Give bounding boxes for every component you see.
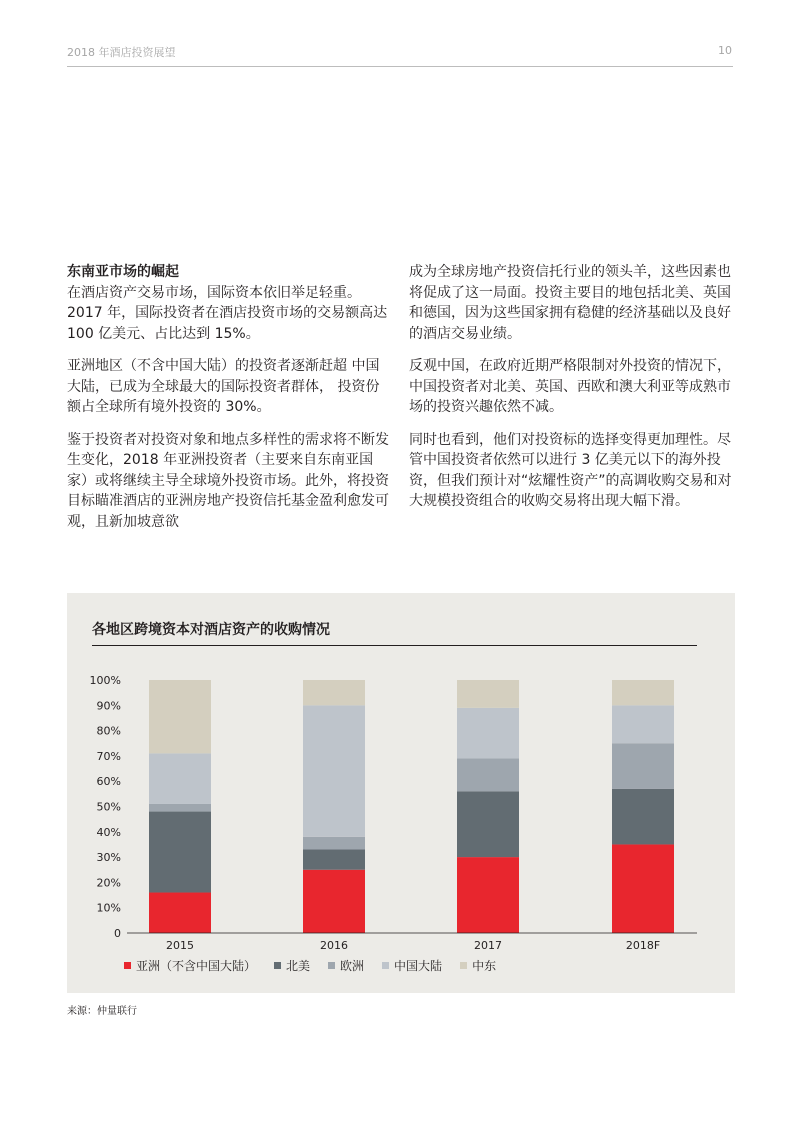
x-tick-label: 2017 xyxy=(474,939,502,952)
bar-segment-2015-2 xyxy=(149,812,211,893)
y-tick-label: 0 xyxy=(114,927,121,940)
legend-swatch xyxy=(124,962,131,969)
legend-item xyxy=(124,957,256,974)
y-tick-label: 30% xyxy=(96,851,121,865)
chart-title: 各地区跨境资本对酒店资产的收购情况 xyxy=(92,622,330,638)
source-note: 来源：仲量联行 xyxy=(67,1006,137,1017)
y-tick-label: 10% xyxy=(96,901,121,915)
x-tick-label: 2018F xyxy=(625,939,661,952)
bar-segment-2018F-4 xyxy=(612,705,674,743)
bar-segment-2018F-3 xyxy=(612,743,674,789)
bar-segment-2015-3 xyxy=(149,804,211,812)
legend-label: 中国大陆 xyxy=(394,959,443,973)
chart-legend xyxy=(124,957,496,974)
chart-panel xyxy=(67,593,735,993)
y-tick-label: 80% xyxy=(96,724,121,738)
stacked-bar-chart xyxy=(67,593,735,953)
bar-segment-2016-2 xyxy=(303,850,365,870)
legend-label: 亚洲（不含中国大陆） xyxy=(136,959,257,973)
bar-segment-2018F-5 xyxy=(612,680,674,705)
bar-segment-2018F-1 xyxy=(612,844,674,933)
y-tick-label: 50% xyxy=(96,800,121,814)
legend-item xyxy=(382,957,442,974)
legend-item xyxy=(460,957,496,974)
bar-segment-2015-5 xyxy=(149,680,211,753)
article-left-column xyxy=(67,262,392,544)
paragraph: 鉴于投资者对投资对象和地点多样性的需求将不断发生变化，2018 年亚洲投资者（主要来自东南亚国家）或将继续主导全球境外投资市场。此外，将投资目标瞄准酒店的亚洲房地产投资信托基金盈利愈发可观，且新加坡意欲 xyxy=(67,431,389,530)
bar-segment-2016-5 xyxy=(303,680,365,705)
legend-swatch xyxy=(460,962,467,969)
bar-segment-2017-2 xyxy=(457,791,519,857)
x-tick-label: 2015 xyxy=(166,939,194,952)
legend-swatch xyxy=(274,962,281,969)
paragraph: 反观中国，在政府近期严格限制对外投资的情况下，中国投资者对北美、英国、西欧和澳大利亚等成熟市场的投资兴趣依然不减。 xyxy=(409,358,731,415)
y-tick-label: 100% xyxy=(89,674,121,687)
bar-segment-2017-1 xyxy=(457,857,519,933)
paragraph: 亚洲地区（不含中国大陆）的投资者逐渐赶超 中国大陆，已成为全球最大的国际投资者群体， 投资份额占全球所有境外投资的 30%。 xyxy=(67,358,380,415)
y-tick-label: 90% xyxy=(96,699,121,713)
header-divider xyxy=(67,66,733,67)
paragraph: 成为全球房地产投资信托行业的领头羊，这些因素也将促成了这一局面。投资主要目的地包括北美、英国和德国，因为这些国家拥有稳健的经济基础以及良好的酒店交易业绩。 xyxy=(409,264,731,342)
paragraph: 在酒店资产交易市场，国际资本依旧举足轻重。 2017 年，国际投资者在酒店投资市场的交易额高达 100 亿美元、占比达到 15%。 xyxy=(67,284,388,342)
paragraph: 同时也看到，他们对投资标的选择变得更加理性。尽管中国投资者依然可以进行 3 亿美元以下的海外投资，但我们预计对“炫耀性资产”的高调收购交易和对大规模投资组合的收购交易将出现大幅下滑。 xyxy=(409,431,732,509)
legend-label: 欧洲 xyxy=(340,959,365,973)
legend-label: 北美 xyxy=(286,959,311,973)
bar-segment-2015-1 xyxy=(149,893,211,933)
x-tick-label: 2016 xyxy=(320,939,348,952)
bar-segment-2017-3 xyxy=(457,758,519,791)
legend-item xyxy=(328,957,364,974)
y-tick-label: 70% xyxy=(96,749,121,763)
legend-swatch xyxy=(328,962,335,969)
running-header-title: 2018 年酒店投资展望 xyxy=(67,46,176,59)
bar-segment-2017-5 xyxy=(457,680,519,708)
bar-segment-2018F-2 xyxy=(612,789,674,845)
legend-label: 中东 xyxy=(472,959,497,973)
bar-segment-2017-4 xyxy=(457,708,519,759)
legend-swatch xyxy=(382,962,389,969)
page-number: 10 xyxy=(718,44,732,57)
y-tick-label: 40% xyxy=(96,825,121,839)
y-tick-label: 60% xyxy=(96,775,121,789)
y-tick-label: 20% xyxy=(96,876,121,890)
bar-segment-2015-4 xyxy=(149,753,211,804)
bar-segment-2016-1 xyxy=(303,870,365,933)
section-heading: 东南亚市场的崛起 xyxy=(67,264,179,280)
legend-item xyxy=(274,957,310,974)
article-right-column xyxy=(409,262,734,524)
bar-segment-2016-3 xyxy=(303,837,365,850)
bar-segment-2016-4 xyxy=(303,705,365,837)
